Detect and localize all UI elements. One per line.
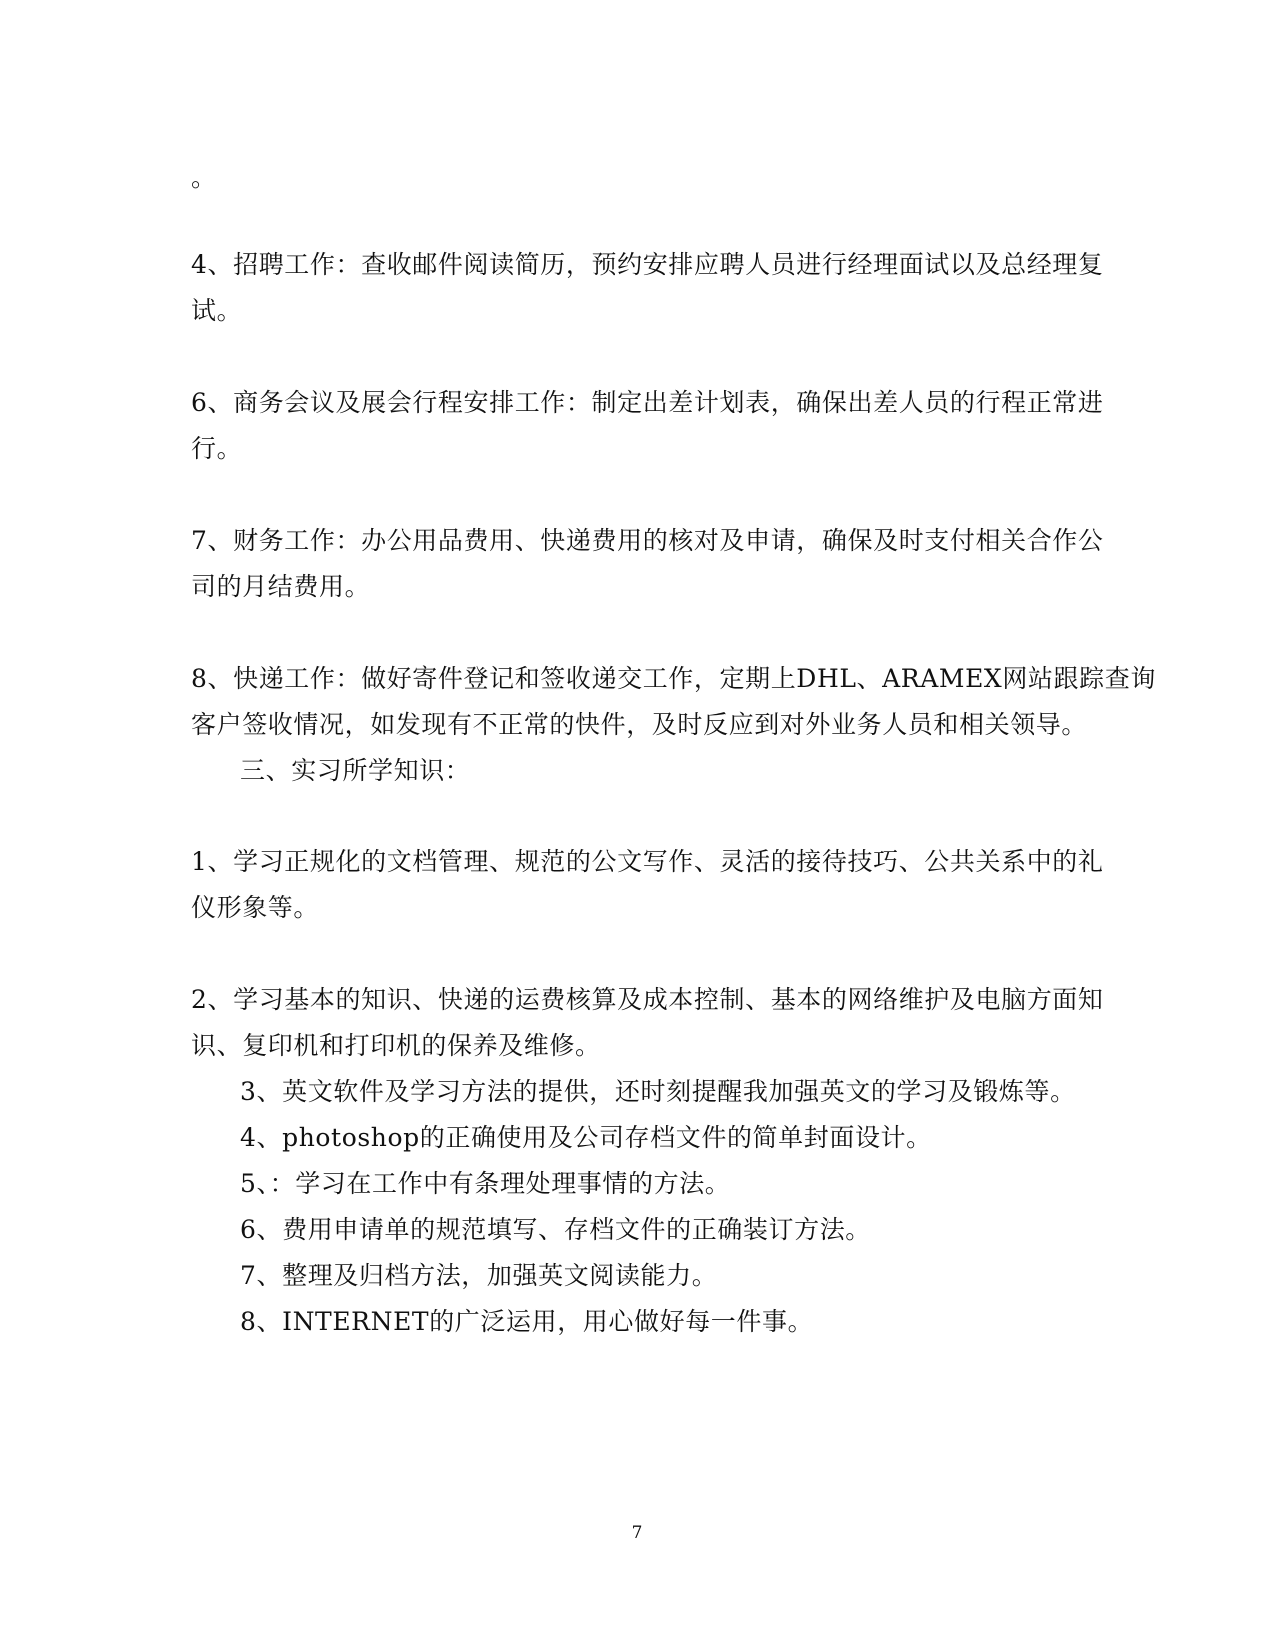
text-line: 7、整理及归档方法，加强英文阅读能力。	[240, 1261, 718, 1290]
text-line: 客户签收情况，如发现有不正常的快件，及时反应到对外业务人员和相关领导。	[191, 710, 1088, 739]
text-line: 2、学习基本的知识、快递的运费核算及成本控制、基本的网络维护及电脑方面知	[191, 985, 1104, 1014]
text-line: 4、招聘工作：查收邮件阅读简历，预约安排应聘人员进行经理面试以及总经理复	[191, 250, 1104, 279]
text-line: 8、INTERNET的广泛运用，用心做好每一件事。	[240, 1307, 814, 1336]
section-heading: 三、实习所学知识：	[240, 756, 471, 785]
text-line: 仪形象等。	[191, 893, 320, 922]
text-line: 6、费用申请单的规范填写、存档文件的正确装订方法。	[240, 1215, 871, 1244]
text-line: 试。	[191, 296, 243, 325]
text-line: 8、快递工作：做好寄件登记和签收递交工作，定期上DHL、ARAMEX网站跟踪查询	[191, 664, 1156, 693]
text-line: 7、财务工作：办公用品费用、快递费用的核对及申请，确保及时支付相关合作公	[191, 526, 1104, 555]
text-line: 3、英文软件及学习方法的提供，还时刻提醒我加强英文的学习及锻炼等。	[240, 1077, 1076, 1106]
text-line: 识、复印机和打印机的保养及维修。	[191, 1031, 601, 1060]
text-line: 4、photoshop的正确使用及公司存档文件的简单封面设计。	[240, 1123, 932, 1152]
text-line: 行。	[191, 434, 243, 463]
page-number: 7	[631, 1523, 643, 1543]
text-line: 6、商务会议及展会行程安排工作：制定出差计划表，确保出差人员的行程正常进	[191, 388, 1104, 417]
text-line: 。	[191, 163, 217, 192]
text-line: 5、：学习在工作中有条理处理事情的方法。	[240, 1169, 731, 1198]
text-line: 1、学习正规化的文档管理、规范的公文写作、灵活的接待技巧、公共关系中的礼	[191, 847, 1104, 876]
text-line: 司的月结费用。	[191, 572, 371, 601]
